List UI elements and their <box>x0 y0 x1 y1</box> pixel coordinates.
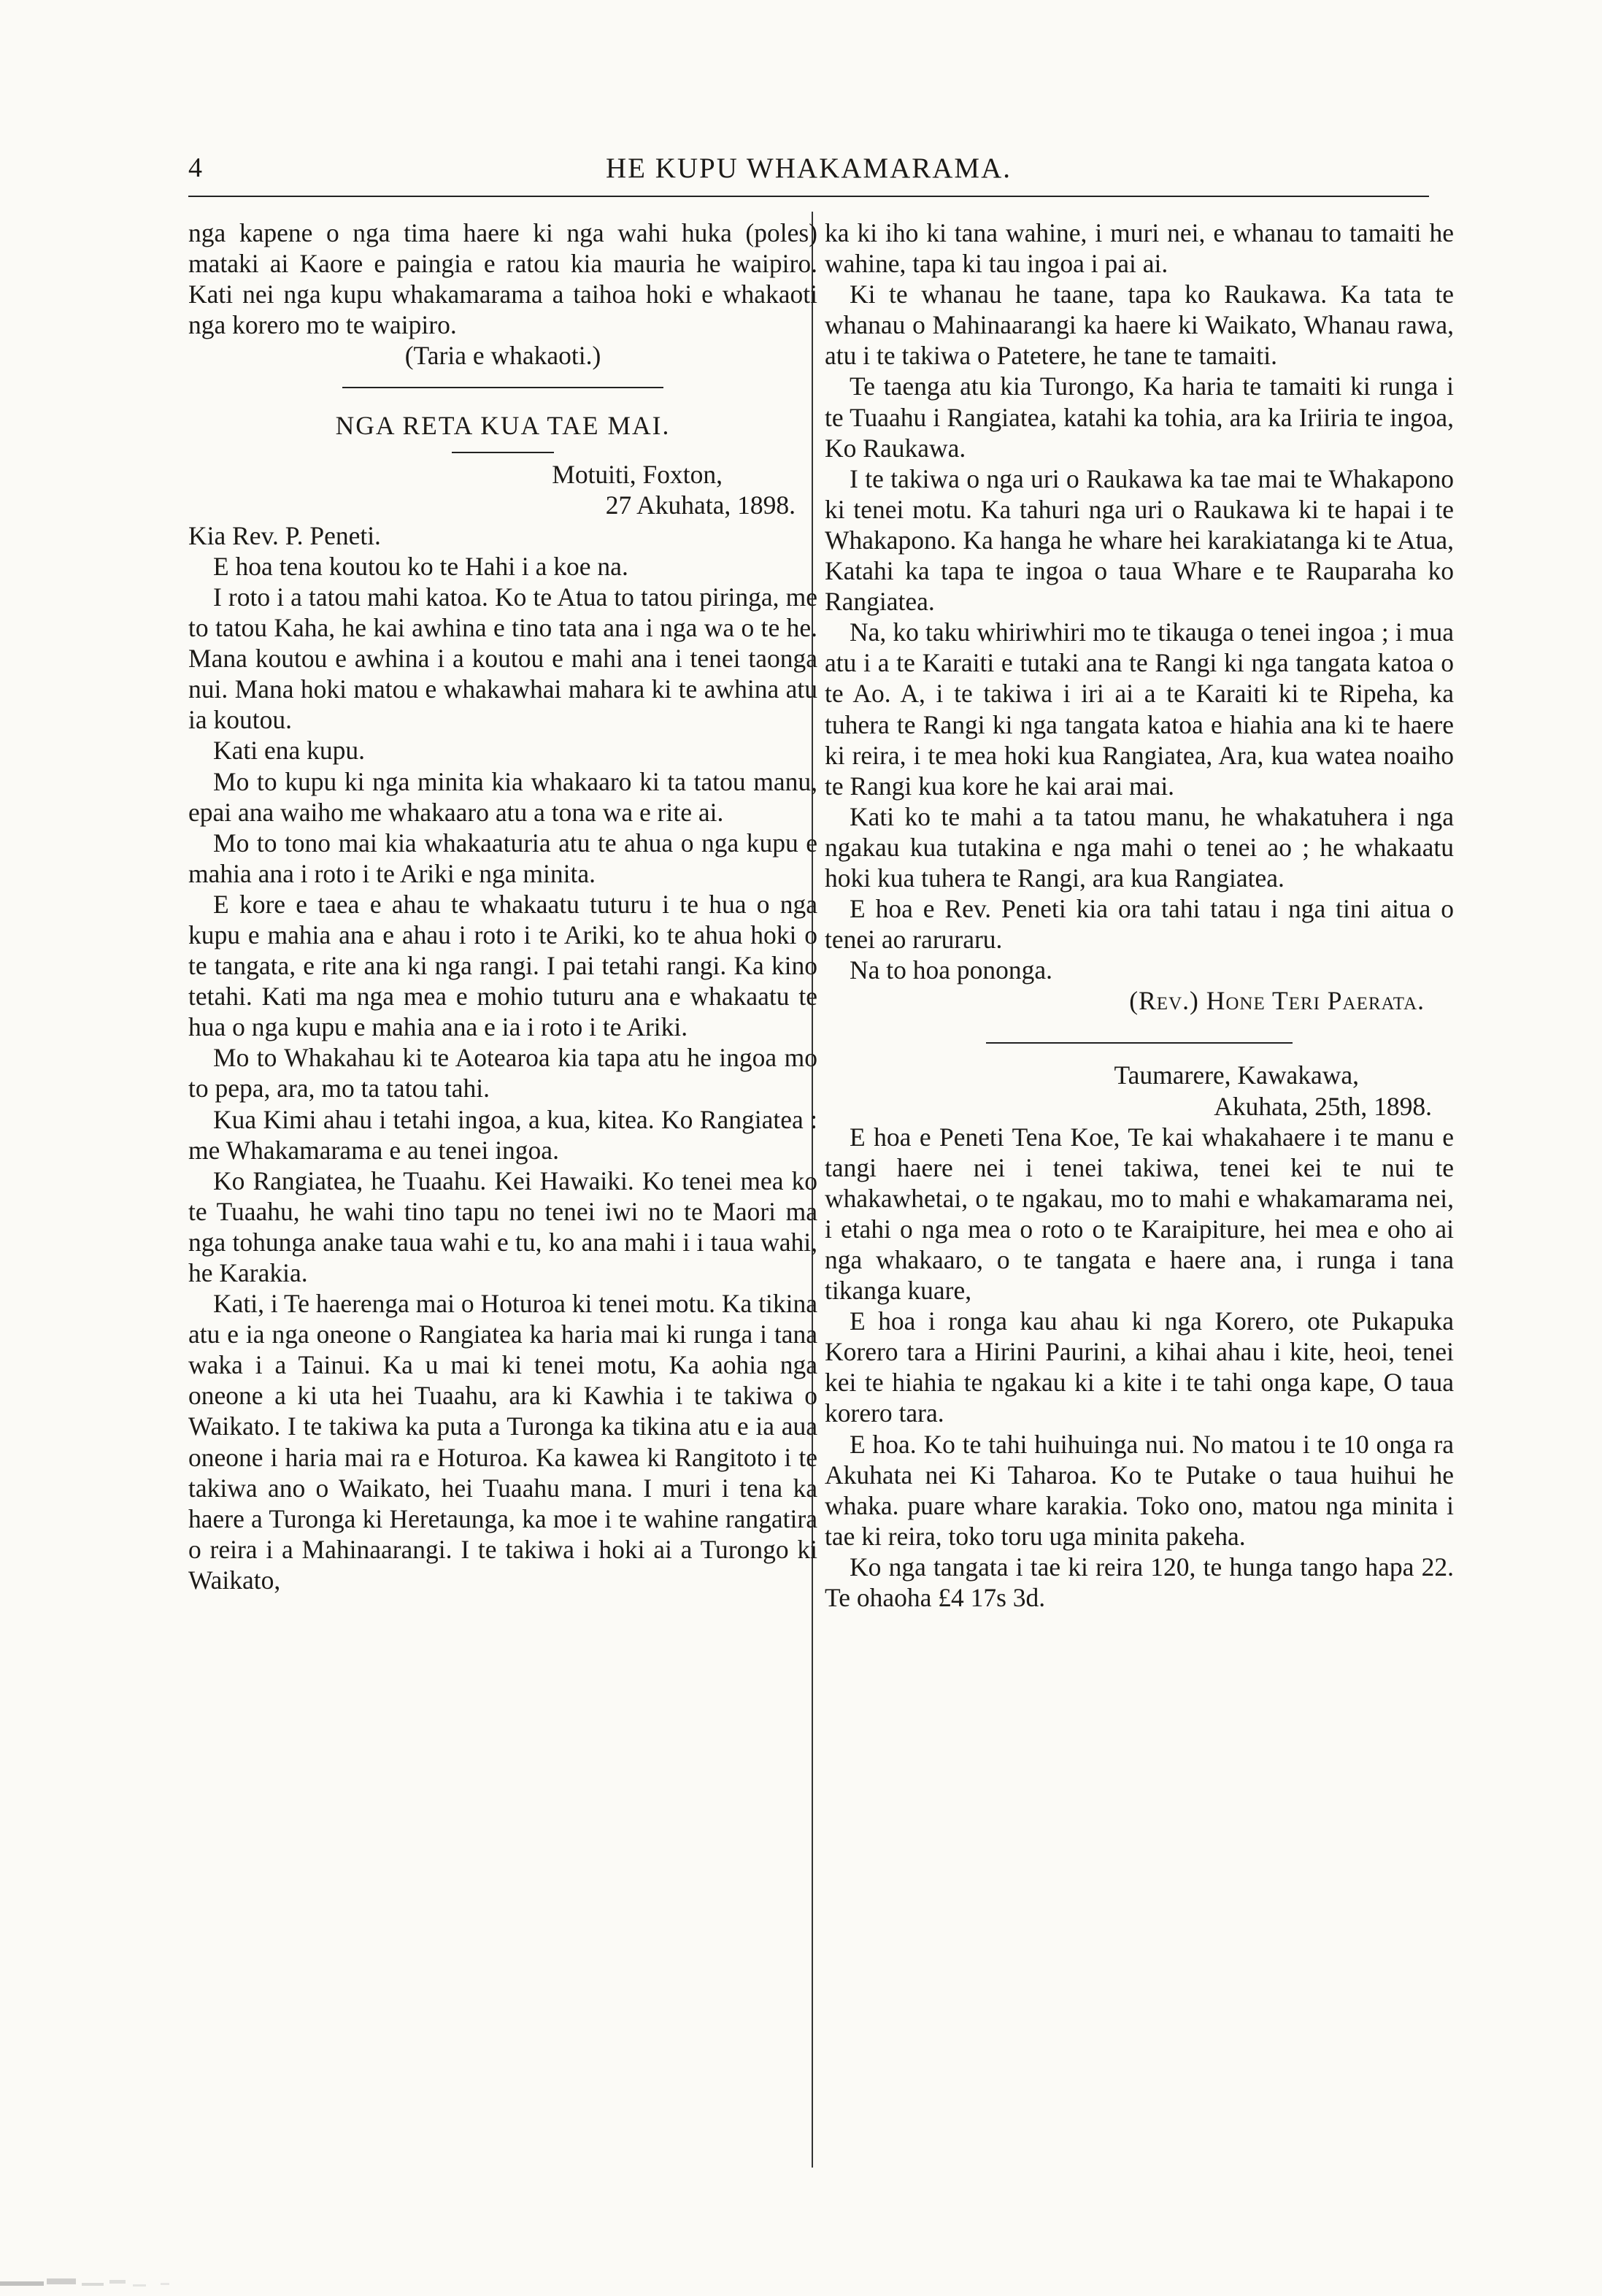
page-number: 4 <box>188 153 202 183</box>
letter-separator-rule <box>986 1042 1293 1044</box>
to-be-continued-note: (Taria e whakaoti.) <box>404 341 601 371</box>
section-rule <box>342 387 663 388</box>
letter-paragraph: I te takiwa o nga uri o Raukawa ka tae mai te Whakapono ki tenei motu. Ka tahuri nga uri o Raukawa ki te hapai i te Whakapono. Ka hanga he whare hei karakiatanga ki te Atua, Katahi ka tapa te ingoa o taua Whare e te Rauparaha ko Rangiatea. <box>825 463 1454 617</box>
letter-paragraph: Na, ko taku whiriwhiri mo te tikauga o tenei ingoa ; i mua atu i a te Karaiti e tutaki ana te Rangi ki nga tangata katoa o te Ao. A, i te takiwa i iri ai a te Karaiti ki te Ripeha, ka tuhera te Rangi ki nga tangata katoa e hiahia ana ki te haere ki reira, i te mea hoki kua Rangiatea, Ara, kua watea noaiho te Rangi kua kore he kai arai mai. <box>825 617 1454 801</box>
letter-paragraph: Na to hoa pononga. <box>850 955 1053 985</box>
letter-paragraph: E hoa. Ko te tahi huihuinga nui. No matou i te 10 onga ra Akuhata nei Ki Taharoa. Ko te Putake o taua huihui he whaka. puare whare karakia. Toko ono, matou nga minita i tae ki reira, toko toru uga minita pakeha. <box>825 1429 1454 1551</box>
letter-paragraph: I roto i a tatou mahi katoa. Ko te Atua to tatou piringa, me to tatou Kaha, he kai awhina e tino tata ana i nga wa o te he. Mana koutou e awhina i a koutou e mahi ana i tenei taonga nui. Mana hoki matou e whakawhai mahara ki te awhina atu ia koutou. <box>188 582 817 735</box>
header-rule <box>188 196 1429 197</box>
letter-paragraph: Ko Rangiatea, he Tuaahu. Kei Hawaiki. Ko tenei mea ko te Tuaahu, he wahi tino tapu no tenei iwi no te Maori ma nga tohunga anake taua wahi e tu, ko ana mahi i i taua wahi, he Karakia. <box>188 1166 817 1287</box>
letter-paragraph: Mo to tono mai kia whakaaturia atu te ahua o nga kupu e mahia ana i roto i te Ariki e nga minita. <box>188 828 817 888</box>
right-column <box>825 217 1454 1613</box>
letter-paragraph: E hoa i ronga kau ahau ki nga Korero, ote Pukapuka Korero tara a Hirini Paurini, a kihai ahau i kite, heoi, tenei kei te hiahia te ngakau ki a kite i te tahi onga kape, O taua korero tara. <box>825 1306 1454 1428</box>
letter-paragraph: E hoa e Peneti Tena Koe, Te kai whakahaere i te manu e tangi haere nei i tenei takiwa, tenei kei te nui te whakawhetai, o te ngakau, mo to mahi e whakamarama nei, i etahi o nga mea o roto o te Karaipiture, hei mea e oho ai nga whakaaro, o te tangata e haere ana, i runga i tana tikanga kuare, <box>825 1122 1454 1306</box>
letter-paragraph: Mo to Whakahau ki te Aotearoa kia tapa atu he ingoa mo to pepa, ara, mo ta tatou tahi. <box>188 1043 817 1103</box>
letter-paragraph: E kore e taea e ahau te whakaatu tuturu i te hua o nga kupu e mahia ana e ahau i roto i te Ariki, ko te ahua hoki o te tangata, e rite ana ki nga rangi. I pai tetahi rangi. Ka kino tetahi. Kati ma nga mea e mohio tuturu ana e whakaatu te hua o nga kupu e mahia ana e ia i roto i te Ariki. <box>188 889 817 1042</box>
letter-paragraph: Ko nga tangata i tae ki reira 120, te hunga tango hapa 22. Te ohaoha £4 17s 3d. <box>825 1552 1454 1613</box>
letter-place: Motuiti, Foxton, <box>552 459 723 489</box>
letter-paragraph: E hoa tena koutou ko te Hahi i a koe na. <box>213 551 628 581</box>
running-title: HE KUPU WHAKAMARAMA. <box>605 153 1012 184</box>
letter-paragraph: Ki te whanau he taane, tapa ko Raukawa. Ka tata te whanau o Mahinaarangi ka haere ki Waikato, Whanau rawa, atu i te takiwa o Patetere, he tane te tamaiti. <box>825 280 1454 371</box>
left-column <box>188 217 817 1595</box>
letter-place: Taumarere, Kawakawa, <box>1114 1060 1359 1090</box>
article-continuation: nga kapene o nga tima haere ki nga wahi huka (poles) mataki ai Kaore e paingia e ratou kia mauria he waipiro. Kati nei nga kupu whakamarama a taihoa hoki e whakaoti nga korero mo te waipiro. <box>188 218 817 340</box>
page-header <box>188 152 1429 193</box>
letter-paragraph: Kati ko te mahi a ta tatou manu, he whakatuhera i nga ngakau kua tutakina e nga mahi o tenei ao ; he whakaatu hoki kua tuhera te Rangi, ara kua Rangiatea. <box>825 801 1454 893</box>
letter-paragraph: ka ki iho ki tana wahine, i muri nei, e whanau to tamaiti he wahine, tapa ki tau ingoa i pai ai. <box>825 218 1454 279</box>
letter-signature: (Rev.) Hone Teri Paerata. <box>1129 986 1425 1016</box>
letter-rule <box>452 452 554 453</box>
section-title: NGA RETA KUA TAE MAI. <box>335 411 671 441</box>
letter-paragraph: Kua Kimi ahau i tetahi ingoa, a kua, kitea. Ko Rangiatea : me Whakamarama e au tenei ingoa. <box>188 1104 817 1165</box>
letter-paragraph: Kati ena kupu. <box>213 736 366 766</box>
letter-date: Akuhata, 25th, 1898. <box>1214 1091 1432 1121</box>
letter-paragraph: E hoa e Rev. Peneti kia ora tahi tatau i nga tini aitua o tenei ao raruraru. <box>825 894 1454 955</box>
letter-date: 27 Akuhata, 1898. <box>605 490 796 520</box>
letter-paragraph: Te taenga atu kia Turongo, Ka haria te tamaiti ki runga i te Tuaahu i Rangiatea, katahi ka tohia, ara ka Iriiria te ingoa, Ko Raukawa. <box>825 371 1454 463</box>
scan-specks <box>0 2262 241 2296</box>
letter-paragraph: Mo to kupu ki nga minita kia whakaaro ki ta tatou manu, epai ana waiho me whakaaro atu a tona wa e rite ai. <box>188 766 817 827</box>
letter-salutation: Kia Rev. P. Peneti. <box>188 520 381 550</box>
letter-paragraph: Kati, i Te haerenga mai o Hoturoa ki tenei motu. Ka tikina atu e ia nga oneone o Rangiatea ka haria mai ki runga i tana waka i a Tainui. Ka u mai ki tenei motu, Ka aohia nga oneone a ki uta hei Tuaahu, ara ki Kawhia i te takiwa o Waikato. I te takiwa ka puta a Turonga ka tikina atu e ia aua oneone i haria mai ra e Hoturoa. Ka kawea ki Rangitoto i te takiwa ano o Waikato, hei Tuaahu mana. I muri i tena ka haere a Turonga ki Heretaunga, ka moe i te wahine rangatira o reira i a Mahinaarangi. I te takiwa i hoki ai a Turongo ki Waikato, <box>188 1289 817 1595</box>
